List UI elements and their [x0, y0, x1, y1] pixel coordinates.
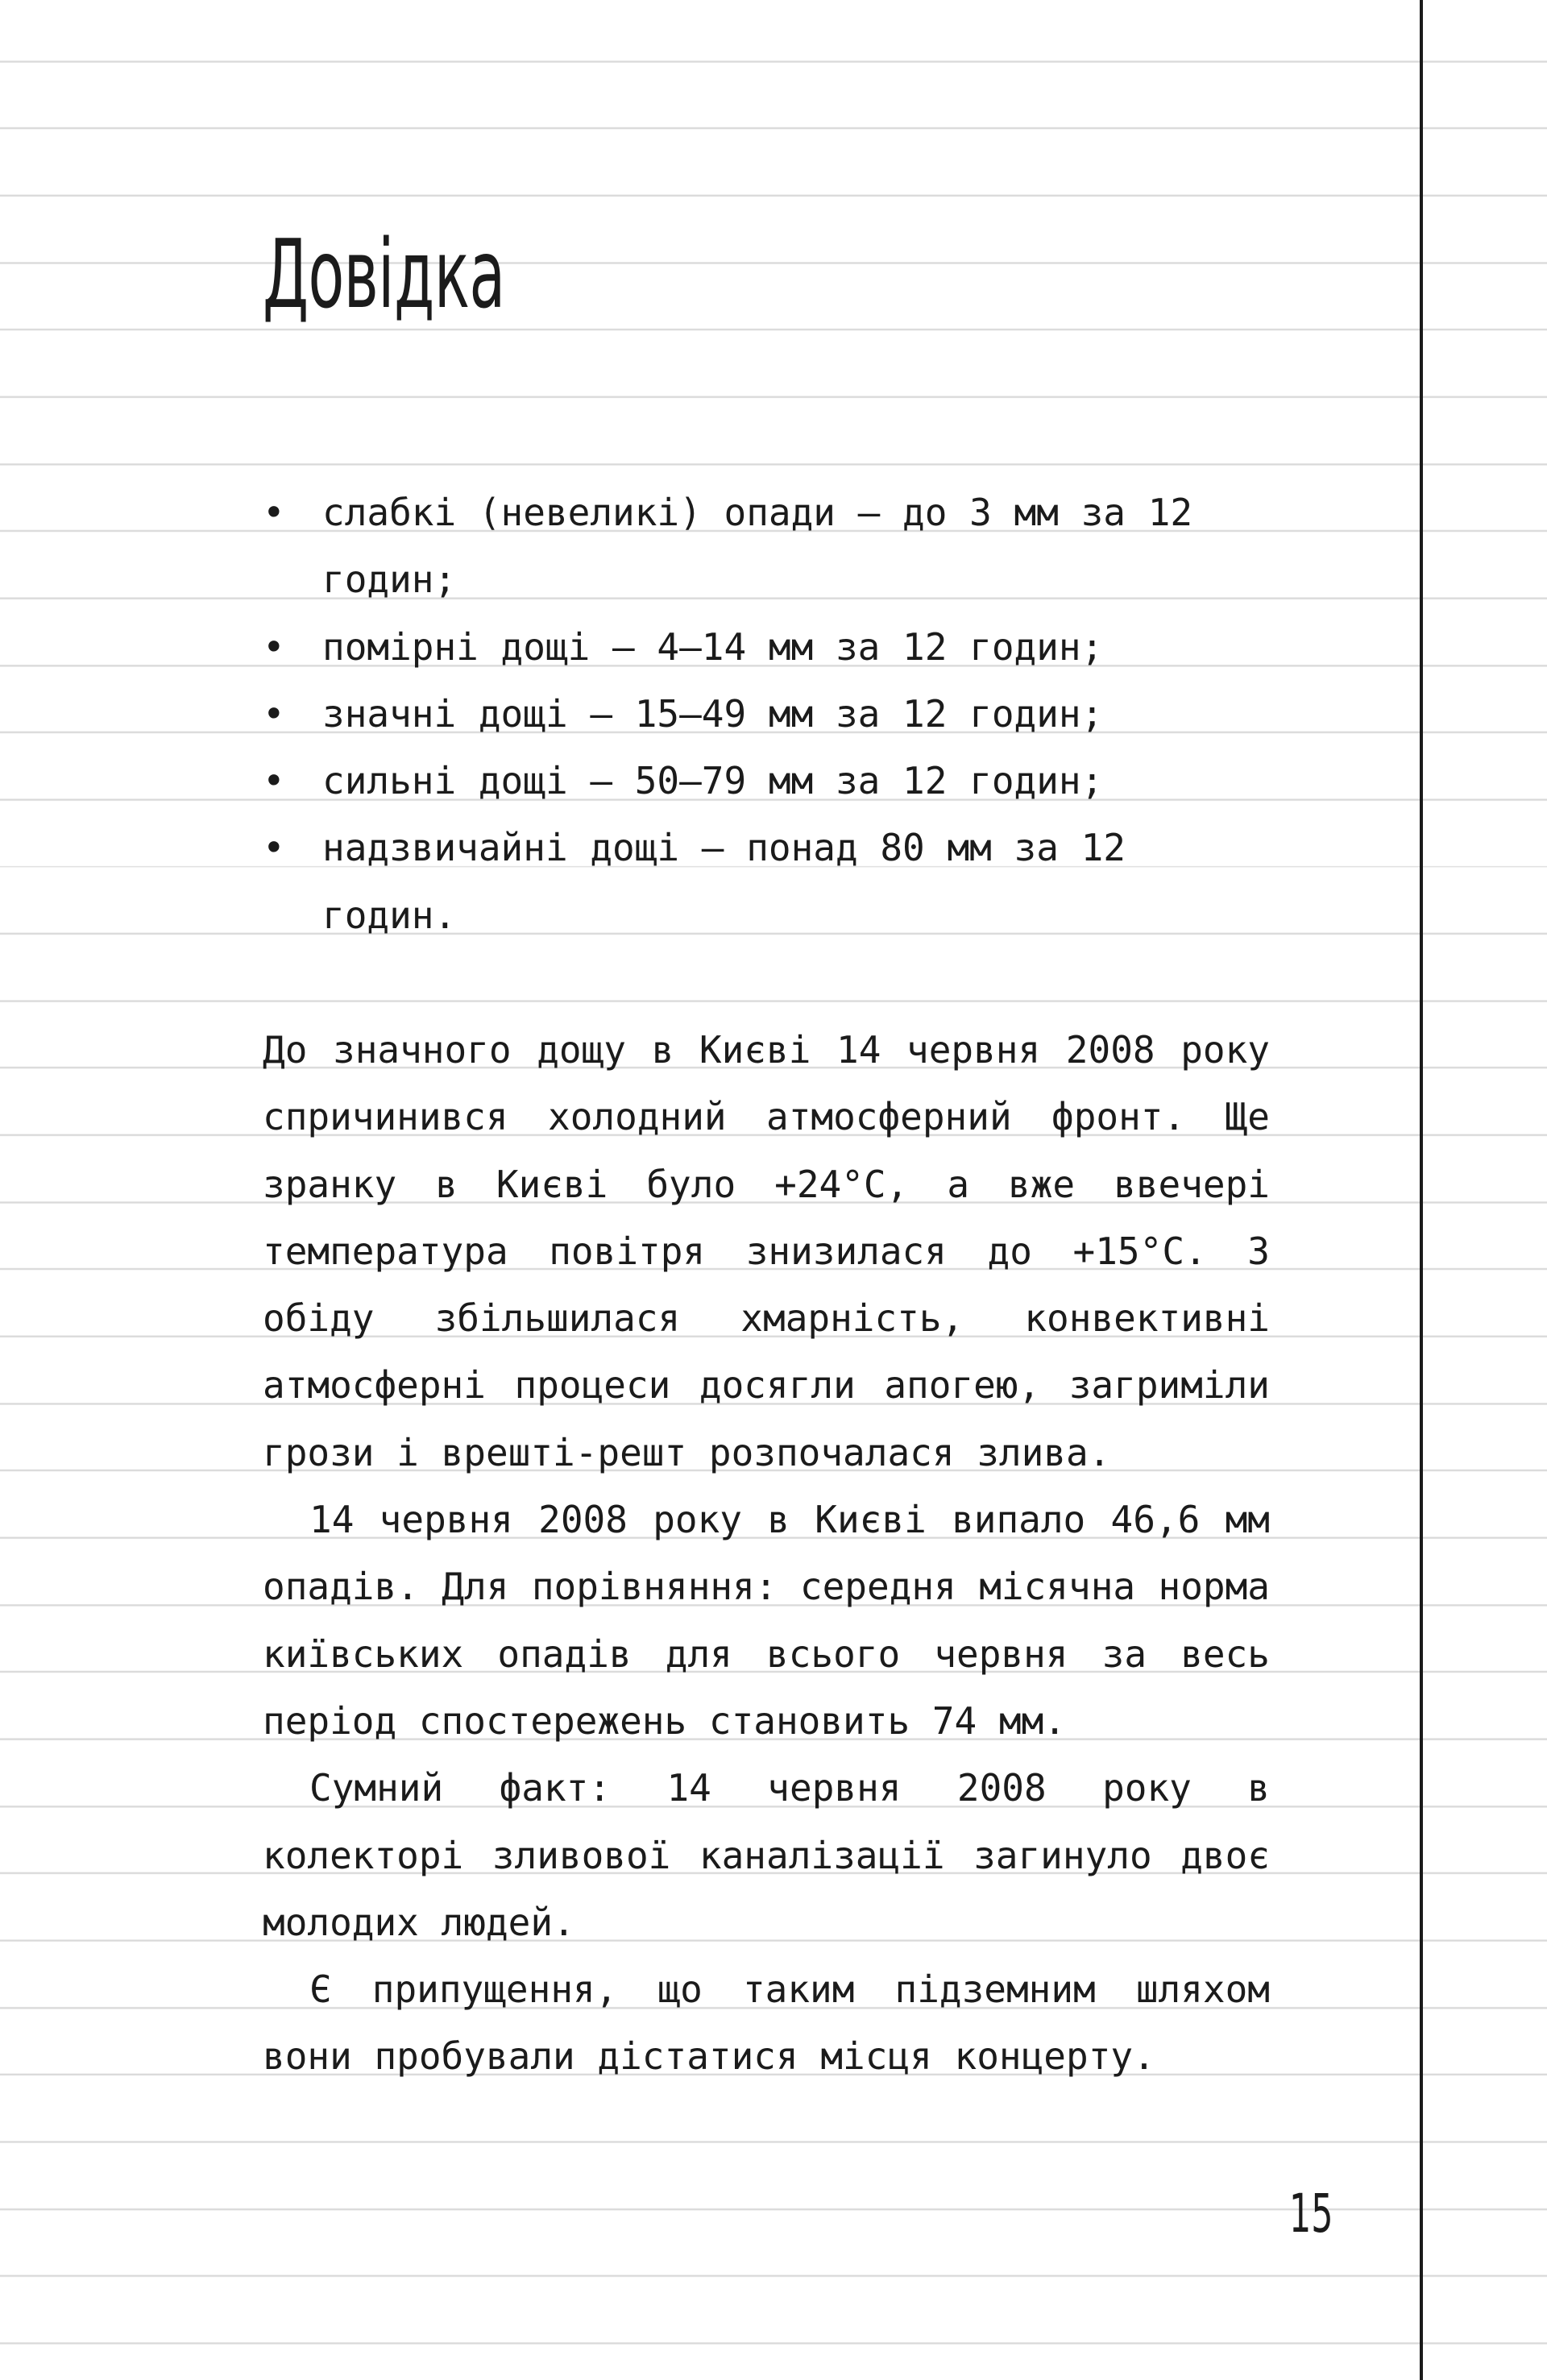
paragraph-cold-front: До значного дощу в Києві 14 червня 2008 року спричинився холодний атмосферний фронт. Ще зранку в Києві було +24°С, а вже ввечері температура повітря знизилася до +15°С. З обіду збільшилася хмарність, конвективні атмосферні процеси досягли апогею, загриміли грози і врешті-решт розпочалася злива. — [263, 1028, 1270, 1474]
list-item-text: слабкі (невеликі) опади — до 3 мм за 12 годин; — [322, 491, 1193, 602]
list-item — [263, 748, 1270, 815]
page-number: 15 — [1289, 2183, 1333, 2245]
notebook-margin-line — [1420, 0, 1423, 2380]
rain-intensity-list — [263, 479, 1270, 949]
bullet-icon: • — [263, 759, 285, 803]
paragraph-sad-fact: Сумний факт: 14 червня 2008 року в колекторі зливової каналізації загинуло двоє молодих людей. — [263, 1766, 1270, 1944]
body-text — [263, 1017, 1270, 2091]
bullet-icon: • — [263, 826, 285, 870]
paragraph-assumption: Є припущення, що таким підземним шляхом вони пробували дістатися місця концерту. — [263, 1967, 1270, 2079]
list-item — [263, 681, 1270, 748]
list-item — [263, 614, 1270, 681]
list-item-text: значні дощі — 15–49 мм за 12 годин; — [322, 691, 1104, 736]
bullet-icon: • — [263, 624, 285, 669]
bullet-icon: • — [263, 691, 285, 736]
list-item — [263, 479, 1270, 614]
list-item-text: помірні дощі — 4–14 мм за 12 годин; — [322, 624, 1104, 669]
list-item-text: сильні дощі — 50–79 мм за 12 годин; — [322, 759, 1104, 803]
page-title: Довідка — [263, 218, 505, 330]
bullet-icon: • — [263, 491, 285, 534]
list-item — [263, 815, 1270, 949]
list-item-text: надзвичайні дощі — понад 80 мм за 12 годин. — [322, 826, 1126, 937]
paragraph-rainfall-amount: 14 червня 2008 року в Києві випало 46,6 мм опадів. Для порівняння: середня місячна норма київських опадів для всього червня за весь період спостережень становить 74 мм. — [263, 1498, 1270, 1743]
